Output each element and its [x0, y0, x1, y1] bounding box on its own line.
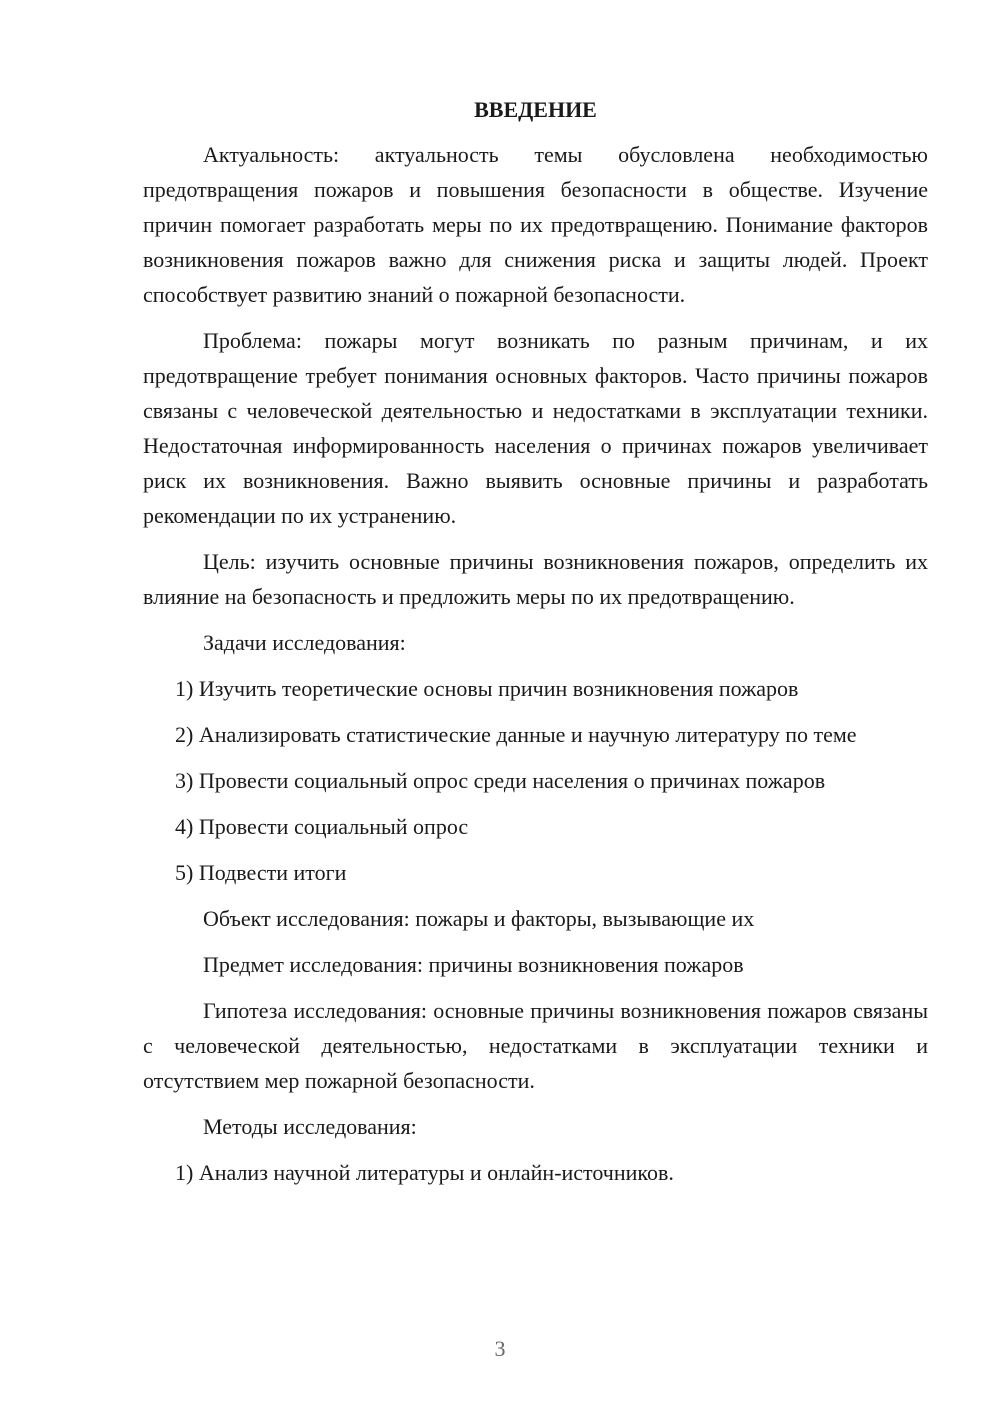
task-item-5: 5) Подвести итоги [175, 860, 347, 885]
task-item-3: 3) Провести социальный опрос среди населения о причинах пожаров [175, 768, 826, 793]
page-number: 3 [494, 1336, 506, 1361]
problem-paragraph: Проблема: пожары могут возникать по разным причинам, и их предотвращение требует понимания основных факторов. Часто причины пожаров связаны с человеческой деятельностью и недостатками в эксплуатации техники. Недостаточная информированность населения о причинах пожаров увеличивает риск их возникновения. Важно выявить основные причины и разработать рекомендации по их устранению. [143, 328, 928, 528]
section-heading: ВВЕДЕНИЕ [474, 97, 597, 122]
page-content [143, 92, 928, 1201]
subject-line: Предмет исследования: причины возникновения пожаров [203, 952, 744, 977]
method-item-1: 1) Анализ научной литературы и онлайн-источников. [175, 1160, 674, 1185]
tasks-heading: Задачи исследования: [203, 630, 406, 655]
goal-paragraph: Цель: изучить основные причины возникновения пожаров, определить их влияние на безопасность и предложить меры по их предотвращению. [143, 549, 928, 609]
object-line: Объект исследования: пожары и факторы, вызывающие их [203, 906, 755, 931]
task-item-4: 4) Провести социальный опрос [175, 814, 469, 839]
methods-heading: Методы исследования: [203, 1114, 417, 1139]
hypothesis-paragraph: Гипотеза исследования: основные причины возникновения пожаров связаны с человеческой деятельностью, недостатками в эксплуатации техники и отсутствием мер пожарной безопасности. [143, 998, 928, 1093]
task-item-1: 1) Изучить теоретические основы причин возникновения пожаров [175, 676, 799, 701]
task-item-2: 2) Анализировать статистические данные и научную литературу по теме [175, 722, 857, 747]
actuality-paragraph: Актуальность: актуальность темы обусловлена необходимостью предотвращения пожаров и повышения безопасности в обществе. Изучение причин помогает разработать меры по их предотвращению. Понимание факторов возникновения пожаров важно для снижения риска и защиты людей. Проект способствует развитию знаний о пожарной безопасности. [143, 142, 928, 307]
